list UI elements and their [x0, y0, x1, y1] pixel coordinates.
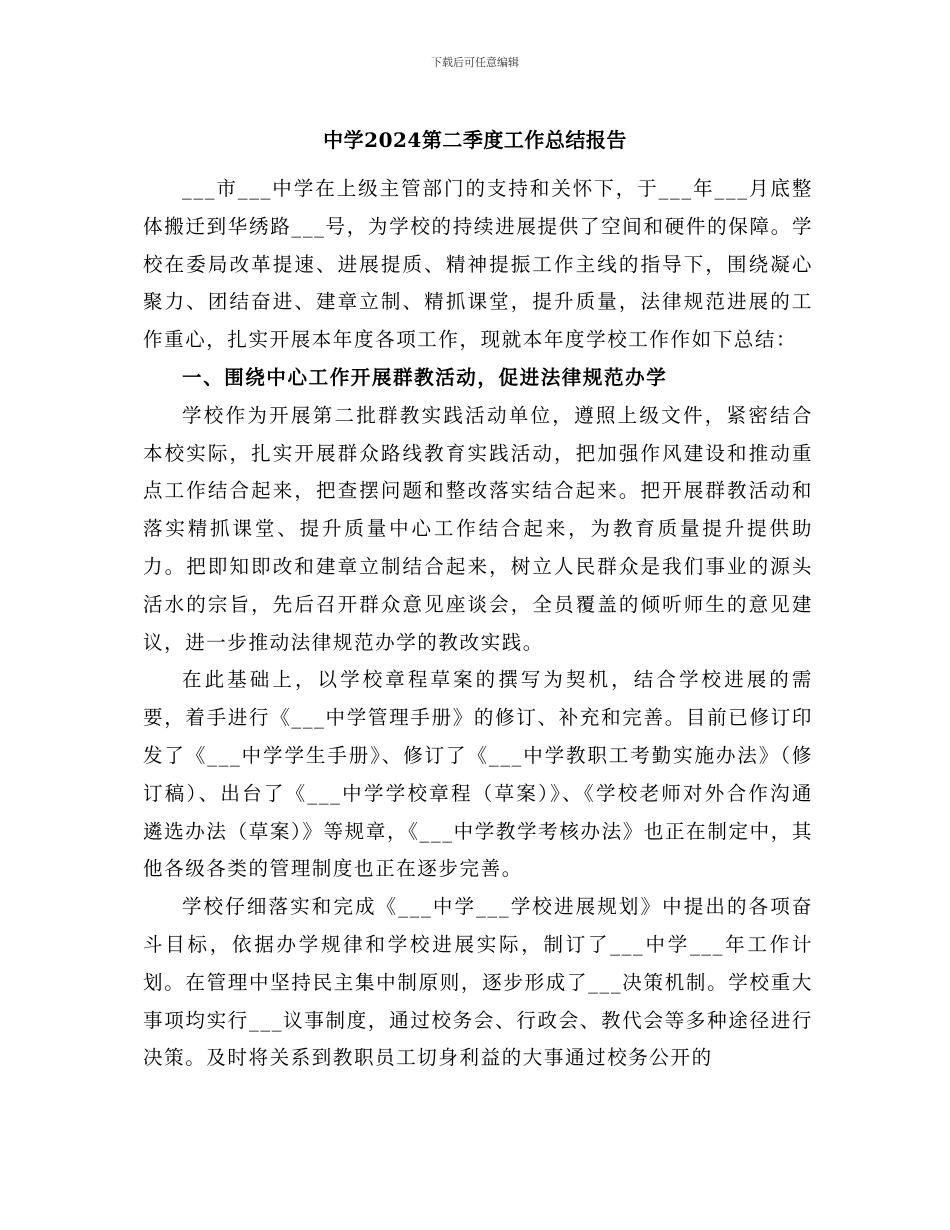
- section-heading: 一、围绕中心工作开展群教活动，促进法律规范办学: [182, 365, 668, 389]
- document-body: [143, 170, 813, 1077]
- body-paragraph: 学校仔细落实和完成《___中学___学校进展规划》中提出的各项奋斗目标，依据办学规律和学校进展实际，制订了___中学___年工作计划。在管理中坚持民主集中制原则，逐步形成了___决策机制。学校重大事项均实行___议事制度，通过校务会、行政会、教代会等多种途径进行决策。及时将关系到教职员工切身利益的大事通过校务公开的: [143, 895, 813, 1070]
- header-note: 下载后可任意编辑: [431, 56, 519, 69]
- body-paragraph: 学校作为开展第二批群教实践活动单位，遵照上级文件，紧密结合本校实际，扎实开展群众路线教育实践活动，把加强作风建设和推动重点工作结合起来，把查摆问题和整改落实结合起来。把开展群教活动和落实精抓课堂、提升质量中心工作结合起来，为教育质量提升提供助力。把即知即改和建章立制结合起来，树立人民群众是我们事业的源头活水的宗旨，先后召开群众意见座谈会，全员覆盖的倾听师生的意见建议，进一步推动法律规范办学的教改实践。: [143, 403, 813, 654]
- intro-paragraph: ___市___中学在上级主管部门的支持和关怀下，于___年___月底整体搬迁到华绣路___号，为学校的持续进展提供了空间和硬件的保障。学校在委局改革提速、进展提质、精神提振工作主线的指导下，围绕凝心聚力、团结奋进、建章立制、精抓课堂，提升质量，法律规范进展的工作重心，扎实开展本年度各项工作，现就本年度学校工作作如下总结：: [143, 177, 814, 352]
- document-title: 中学2024第二季度工作总结报告: [323, 128, 627, 152]
- body-paragraph: 在此基础上，以学校章程草案的撰写为契机，结合学校进展的需要，着手进行《___中学管理手册》的修订、补充和完善。目前已修订印发了《___中学学生手册》、修订了《___中学教职工考勤实施办法》（修订稿）、出台了《___中学学校章程（草案）》、《学校老师对外合作沟通遴选办法（草案）》等规章，《___中学教学考核办法》也正在制定中，其他各级各类的管理制度也正在逐步完善。: [143, 668, 813, 881]
